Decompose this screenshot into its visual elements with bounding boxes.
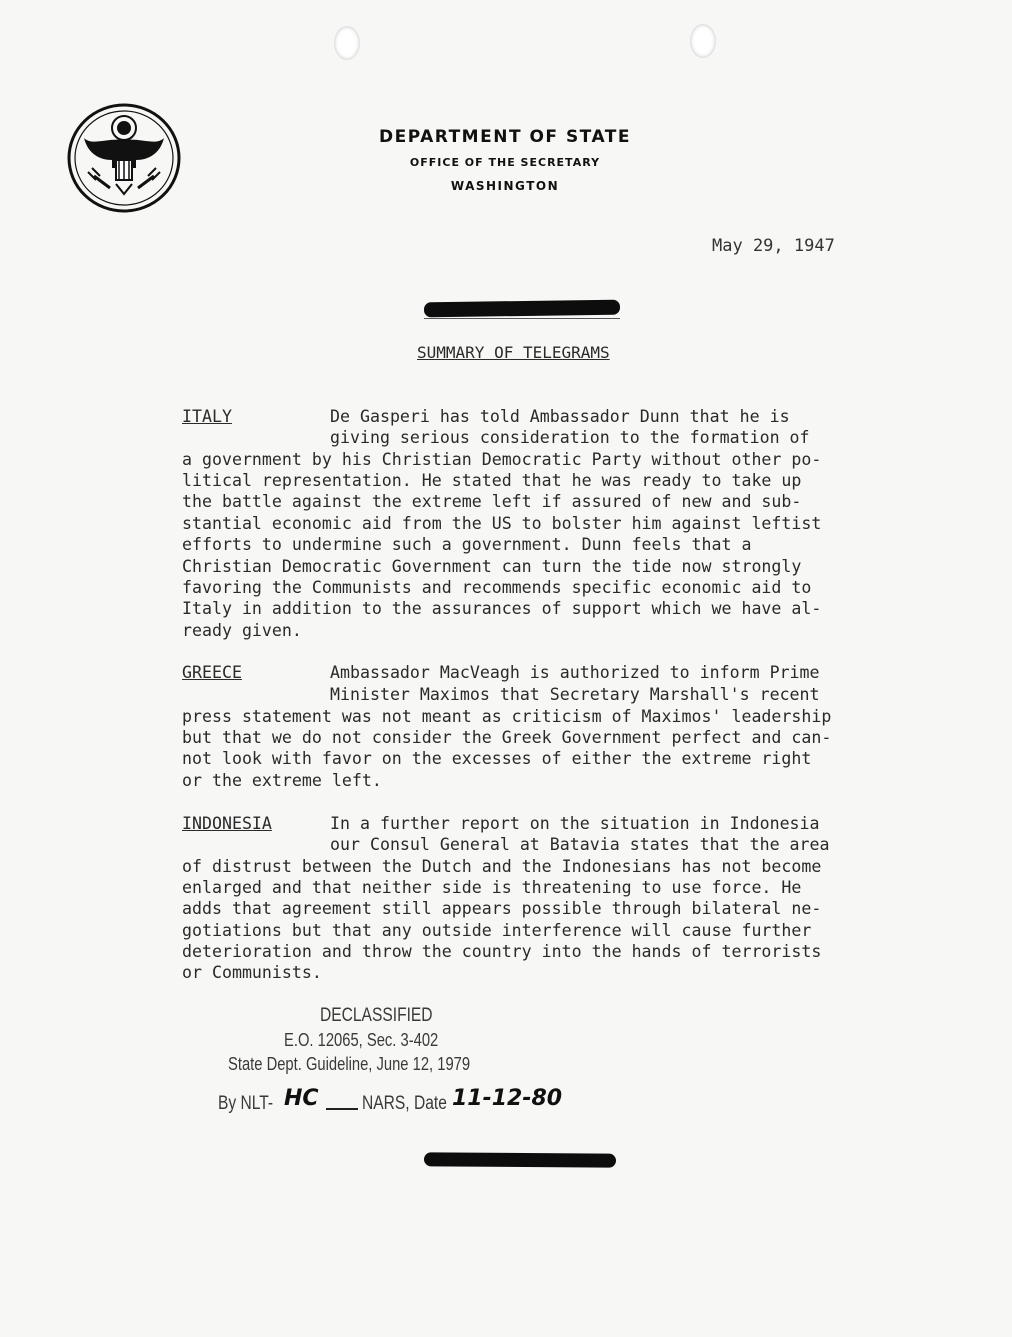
declassified-initials: HC bbox=[284, 1086, 319, 1111]
italy-line: efforts to undermine such a government. Dunn feels that a bbox=[182, 535, 752, 554]
italy-line: Christian Democratic Government can turn the tide now strongly bbox=[182, 557, 802, 576]
redaction-bar-top bbox=[424, 300, 620, 318]
letterhead-city: WASHINGTON bbox=[450, 179, 560, 193]
greece-line: press statement was not meant as criticism of Maximos' leadership bbox=[182, 707, 832, 726]
indonesia-line: our Consul General at Batavia states that the area bbox=[330, 835, 830, 854]
indonesia-line: of distrust between the Dutch and the Indonesians has not become bbox=[182, 857, 822, 876]
indonesia-line: deterioration and throw the country into the hands of terrorists bbox=[182, 942, 822, 961]
punch-hole-right bbox=[690, 24, 716, 58]
indonesia-line: gotiations but that any outside interference will cause further bbox=[182, 921, 812, 940]
declassified-title: DECLASSIFIED bbox=[320, 1005, 433, 1026]
indonesia-line: enlarged and that neither side is threatening to use force. He bbox=[182, 878, 802, 897]
greece-line: but that we do not consider the Greek Government perfect and can- bbox=[182, 728, 832, 747]
letterhead-office: OFFICE OF THE SECRETARY bbox=[409, 156, 601, 169]
italy-line: Italy in addition to the assurances of support which we have al- bbox=[182, 599, 822, 618]
italy-line: litical representation. He stated that he was ready to take up bbox=[182, 471, 802, 490]
greece-line: not look with favor on the excesses of either the extreme right bbox=[182, 749, 812, 768]
declassified-date: 11-12-80 bbox=[452, 1086, 563, 1111]
section-label-indonesia: INDONESIA bbox=[182, 814, 272, 833]
initials-underline bbox=[326, 1108, 358, 1110]
italy-line: stantial economic aid from the US to bolster him against leftist bbox=[182, 514, 822, 533]
punch-hole-left bbox=[334, 26, 360, 60]
italy-line: giving serious consideration to the formation of bbox=[330, 428, 810, 447]
declassified-guideline: State Dept. Guideline, June 12, 1979 bbox=[228, 1054, 471, 1074]
italy-line: a government by his Christian Democratic Party without other po- bbox=[182, 450, 822, 469]
state-department-seal-icon bbox=[66, 102, 182, 214]
indonesia-line: or Communists. bbox=[182, 963, 322, 982]
italy-line: ready given. bbox=[182, 621, 302, 640]
indonesia-line: adds that agreement still appears possible through bilateral ne- bbox=[182, 899, 822, 918]
greece-line: Ambassador MacVeagh is authorized to inform Prime bbox=[330, 663, 820, 682]
document-heading: SUMMARY OF TELEGRAMS bbox=[417, 343, 610, 362]
section-label-italy: ITALY bbox=[182, 407, 232, 426]
redaction-underline-top bbox=[424, 318, 620, 319]
redaction-bar-bottom bbox=[424, 1152, 616, 1167]
italy-line: the battle against the extreme left if assured of new and sub- bbox=[182, 492, 802, 511]
italy-line: favoring the Communists and recommends specific economic aid to bbox=[182, 578, 812, 597]
section-label-greece: GREECE bbox=[182, 663, 242, 682]
declassified-by-prefix: By NLT- bbox=[218, 1093, 274, 1114]
declassified-nars-label: NARS, Date bbox=[362, 1093, 447, 1114]
greece-line: or the extreme left. bbox=[182, 771, 382, 790]
indonesia-line: In a further report on the situation in Indonesia bbox=[330, 814, 820, 833]
greece-line: Minister Maximos that Secretary Marshall's recent bbox=[330, 685, 820, 704]
document-date: May 29, 1947 bbox=[712, 236, 835, 256]
italy-line: De Gasperi has told Ambassador Dunn that he is bbox=[330, 407, 790, 426]
declassified-order: E.O. 12065, Sec. 3-402 bbox=[284, 1030, 439, 1050]
letterhead-department: DEPARTMENT OF STATE bbox=[378, 127, 632, 147]
